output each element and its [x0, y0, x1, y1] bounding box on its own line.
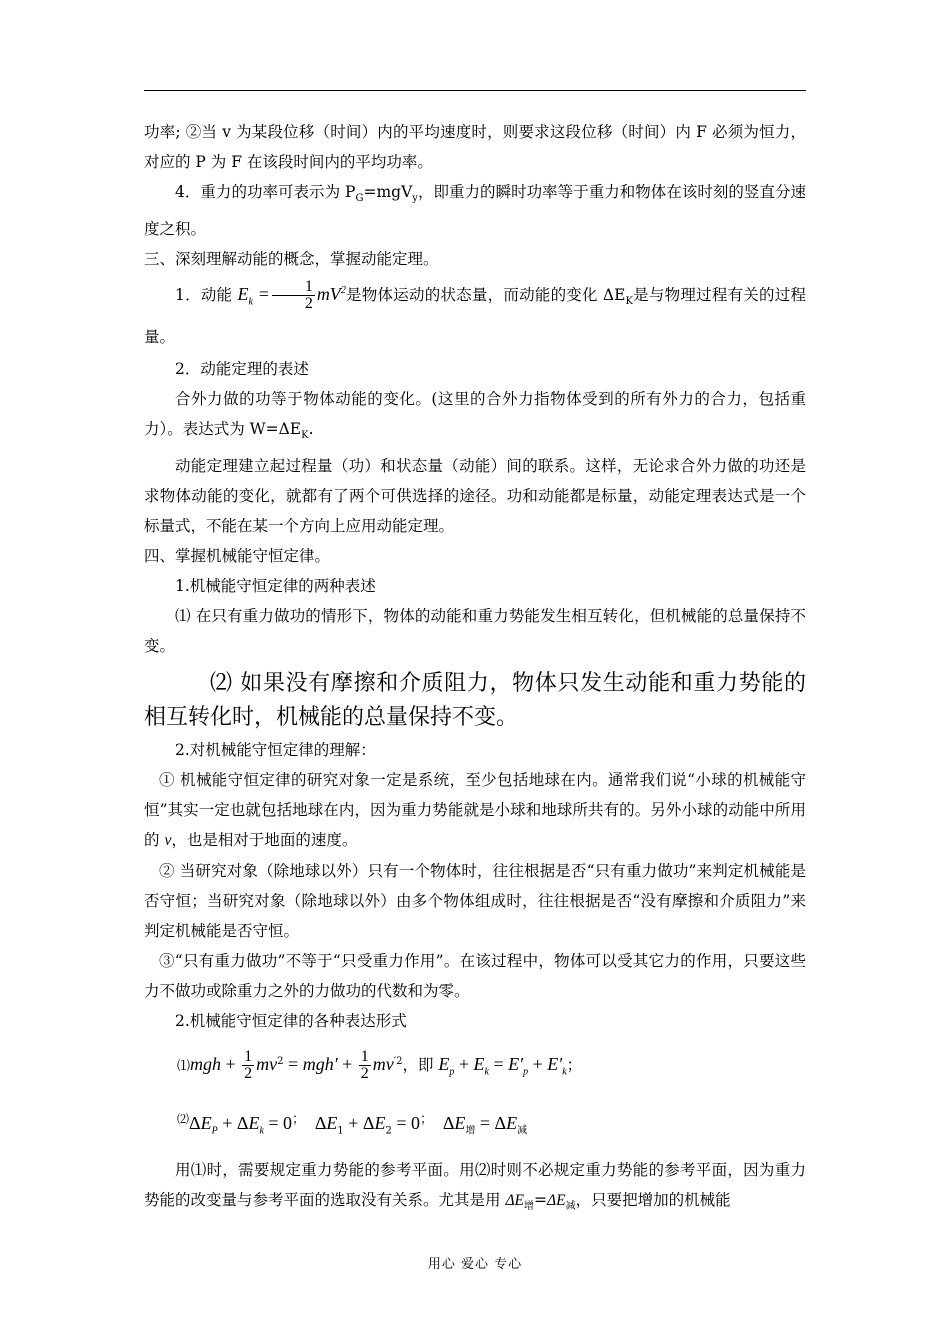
document-body	[144, 117, 806, 1222]
paragraph-two-statements: 1.机械能守恒定律的两种表述	[175, 576, 376, 595]
paragraph-understanding-one: ① 机械能守恒定律的研究对象一定是系统，至少包括地球在内。通常我们说“小球的机械能守恒”其实一定也就包括地球在内，因为重力势能就是小球和地球所共有的。另外小球的动能中所用的 v，也是相对于地面的速度。	[144, 770, 806, 849]
paragraph-usage-notes: 用⑴时，需要规定重力势能的参考平面。用⑵时则不必规定重力势能的参考平面，因为重力势能的改变量与参考平面的选取没有关系。尤其是用 $\Delta E_增=\Delta E_减$，只要把增加的机械能	[144, 1161, 806, 1213]
paragraph-understanding-three: ③“只有重力做功”不等于“只受重力作用”。在该过程中，物体可以受其它力的作用，只要这些力不做功或除重力之外的力做功的代数和为零。	[144, 951, 806, 1000]
page-footer: 用心 爱心 专心	[427, 1257, 523, 1272]
equation-two: $^⑵\Delta E_P + \Delta E_k = 0^;$ $\Delta E_1 + \Delta E_2 = 0^;$ $\Delta E_增 = \Delta E_减$	[177, 1111, 528, 1137]
paragraph-understanding-heading: 2.对机械能守恒定律的理解：	[175, 740, 376, 759]
formula-kinetic-energy: $E_k$ = $\frac{1}{2}$ $mV^2$	[237, 278, 346, 313]
paragraph-theorem-explanation: 动能定理建立起过程量（功）和状态量（动能）间的联系。这样，无论求合外力做的功还是求物体动能的变化，就都有了两个可供选择的途径。功和动能都是标量，动能定理表达式是一个标量式，不能在某一个方向上应用动能定理。	[144, 456, 806, 535]
paragraph-statement-two: ⑵ 如果没有摩擦和介质阻力，物体只发生动能和重力势能的相互转化时，机械能的总量保持不变。	[144, 670, 806, 730]
paragraph-statement-one: ⑴ 在只有重力做功的情形下，物体的动能和重力势能发生相互转化，但机械能的总量保持不变。	[144, 606, 806, 655]
paragraph-theorem-heading: 2．动能定理的表述	[175, 359, 309, 378]
paragraph-kinetic-energy-definition: 1．动能 $E_k$ = $\frac{1}{2}$ $mV^2$是物体运动的状态量，而动能的变化 $\Delta E_K$是与物理过程有关的过程量。	[144, 278, 807, 346]
paragraph-gravity-power: 4．重力的功率可表示为 $P_G=mgV_y$，即重力的瞬时功率等于重力和物体在该时刻的竖直分速度之积。	[144, 183, 806, 239]
paragraph-theorem-statement: 合外力做的功等于物体动能的变化。(这里的合外力指物体受到的所有外力的合力，包括重力）。表达式为 $W=\Delta E_K$.	[144, 389, 806, 441]
section-heading-kinetic-energy: 三、深刻理解动能的概念，掌握动能定理。	[144, 250, 439, 269]
header-rule	[144, 90, 806, 91]
equation-one: ⑴mgh + $\frac{1}{2}$ $mv^2 = mgh'$ + $\frac{1}{2}$ $mv^{'2}$，即 $E_p + E_k = E'_p + E'_k$；	[177, 1048, 583, 1083]
paragraph-forms-heading: 2.机械能守恒定律的各种表达形式	[175, 1011, 407, 1030]
section-heading-mechanical-energy: 四、掌握机械能守恒定律。	[144, 546, 331, 565]
paragraph-understanding-two: ② 当研究对象（除地球以外）只有一个物体时，往往根据是否“只有重力做功”来判定机械能是否守恒；当研究对象（除地球以外）由多个物体组成时，往往根据是否“没有摩擦和介质阻力”来判定机械能是否守恒。	[144, 861, 806, 940]
paragraph-power-average: 功率; ②当 v 为某段位移（时间）内的平均速度时，则要求这段位移（时间）内 F 必须为恒力，对应的 P 为 F 在该段时间内的平均功率。	[144, 123, 806, 171]
